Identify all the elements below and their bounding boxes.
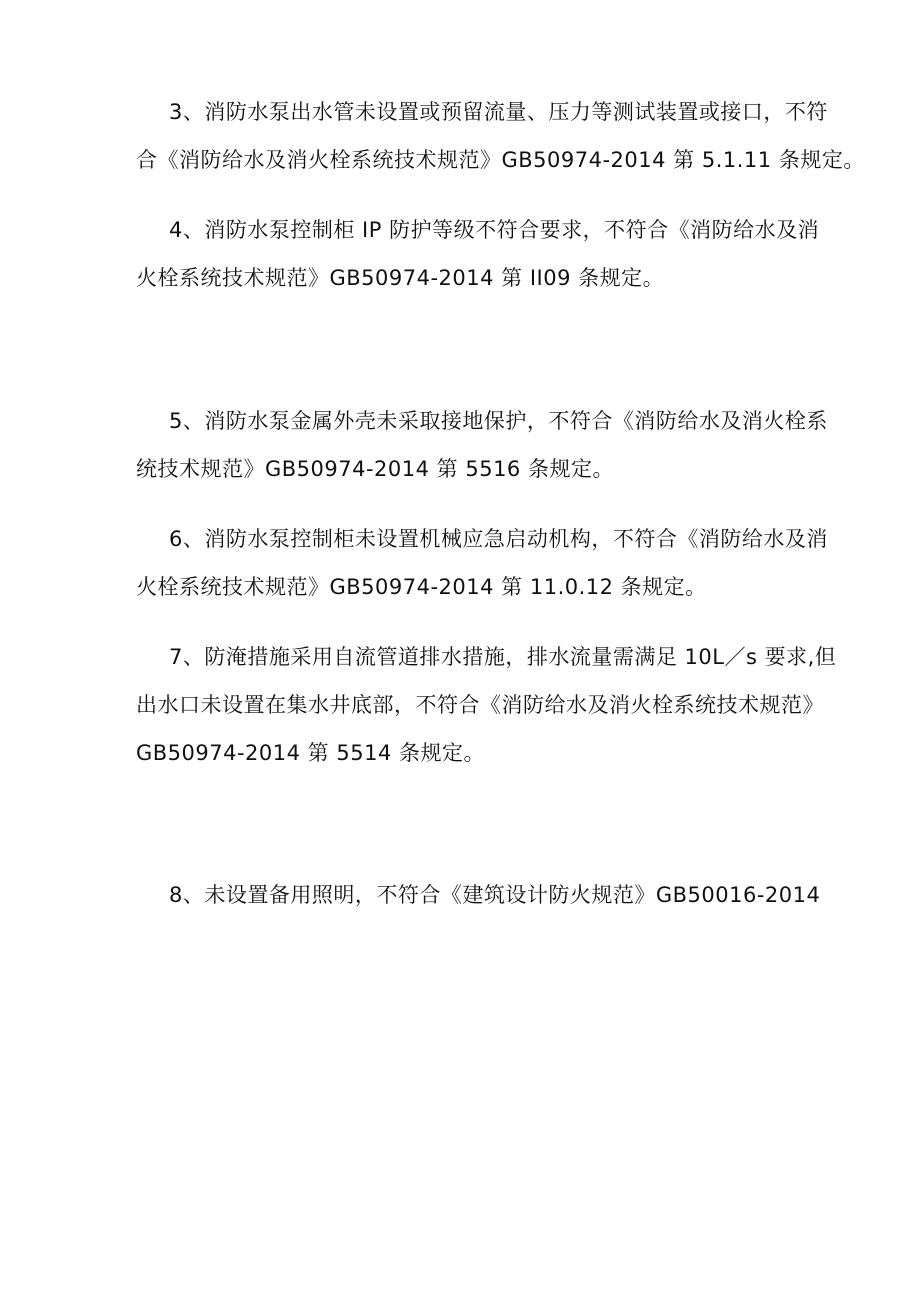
paragraph-line: 8、未设置备用照明，不符合《建筑设计防火规范》GB50016-2014	[169, 883, 821, 907]
paragraph-item-7	[136, 633, 837, 777]
paragraph-line: 合《消防给水及消火栓系统技术规范》GB50974-2014 第 5.1.11 条规定。	[136, 148, 865, 172]
paragraph-line: 统技术规范》GB50974-2014 第 5516 条规定。	[136, 457, 614, 481]
paragraph-item-8	[136, 871, 821, 919]
paragraph-item-5	[136, 397, 828, 493]
paragraph-line: 火栓系统技术规范》GB50974-2014 第 II09 条规定。	[136, 266, 665, 290]
paragraph-line: 6、消防水泵控制柜未设置机械应急启动机构，不符合《消防给水及消	[169, 527, 828, 551]
paragraph-line: 出水口未设置在集水井底部，不符合《消防给水及消火栓系统技术规范》	[136, 693, 824, 717]
paragraph-line: GB50974-2014 第 5514 条规定。	[136, 741, 485, 765]
paragraph-line: 5、消防水泵金属外壳未采取接地保护，不符合《消防给水及消火栓系	[169, 409, 828, 433]
paragraph-line: 3、消防水泵出水管未设置或预留流量、压力等测试装置或接口，不符	[169, 100, 828, 124]
paragraph-item-6	[136, 515, 828, 611]
paragraph-line: 火栓系统技术规范》GB50974-2014 第 11.0.12 条规定。	[136, 575, 707, 599]
paragraph-line: 4、消防水泵控制柜 IP 防护等级不符合要求，不符合《消防给水及消	[169, 218, 820, 242]
paragraph-item-3	[136, 88, 865, 184]
paragraph-line: 7、防淹措施采用自流管道排水措施，排水流量需满足 10L／s 要求,但	[169, 645, 837, 669]
paragraph-item-4	[136, 206, 820, 302]
